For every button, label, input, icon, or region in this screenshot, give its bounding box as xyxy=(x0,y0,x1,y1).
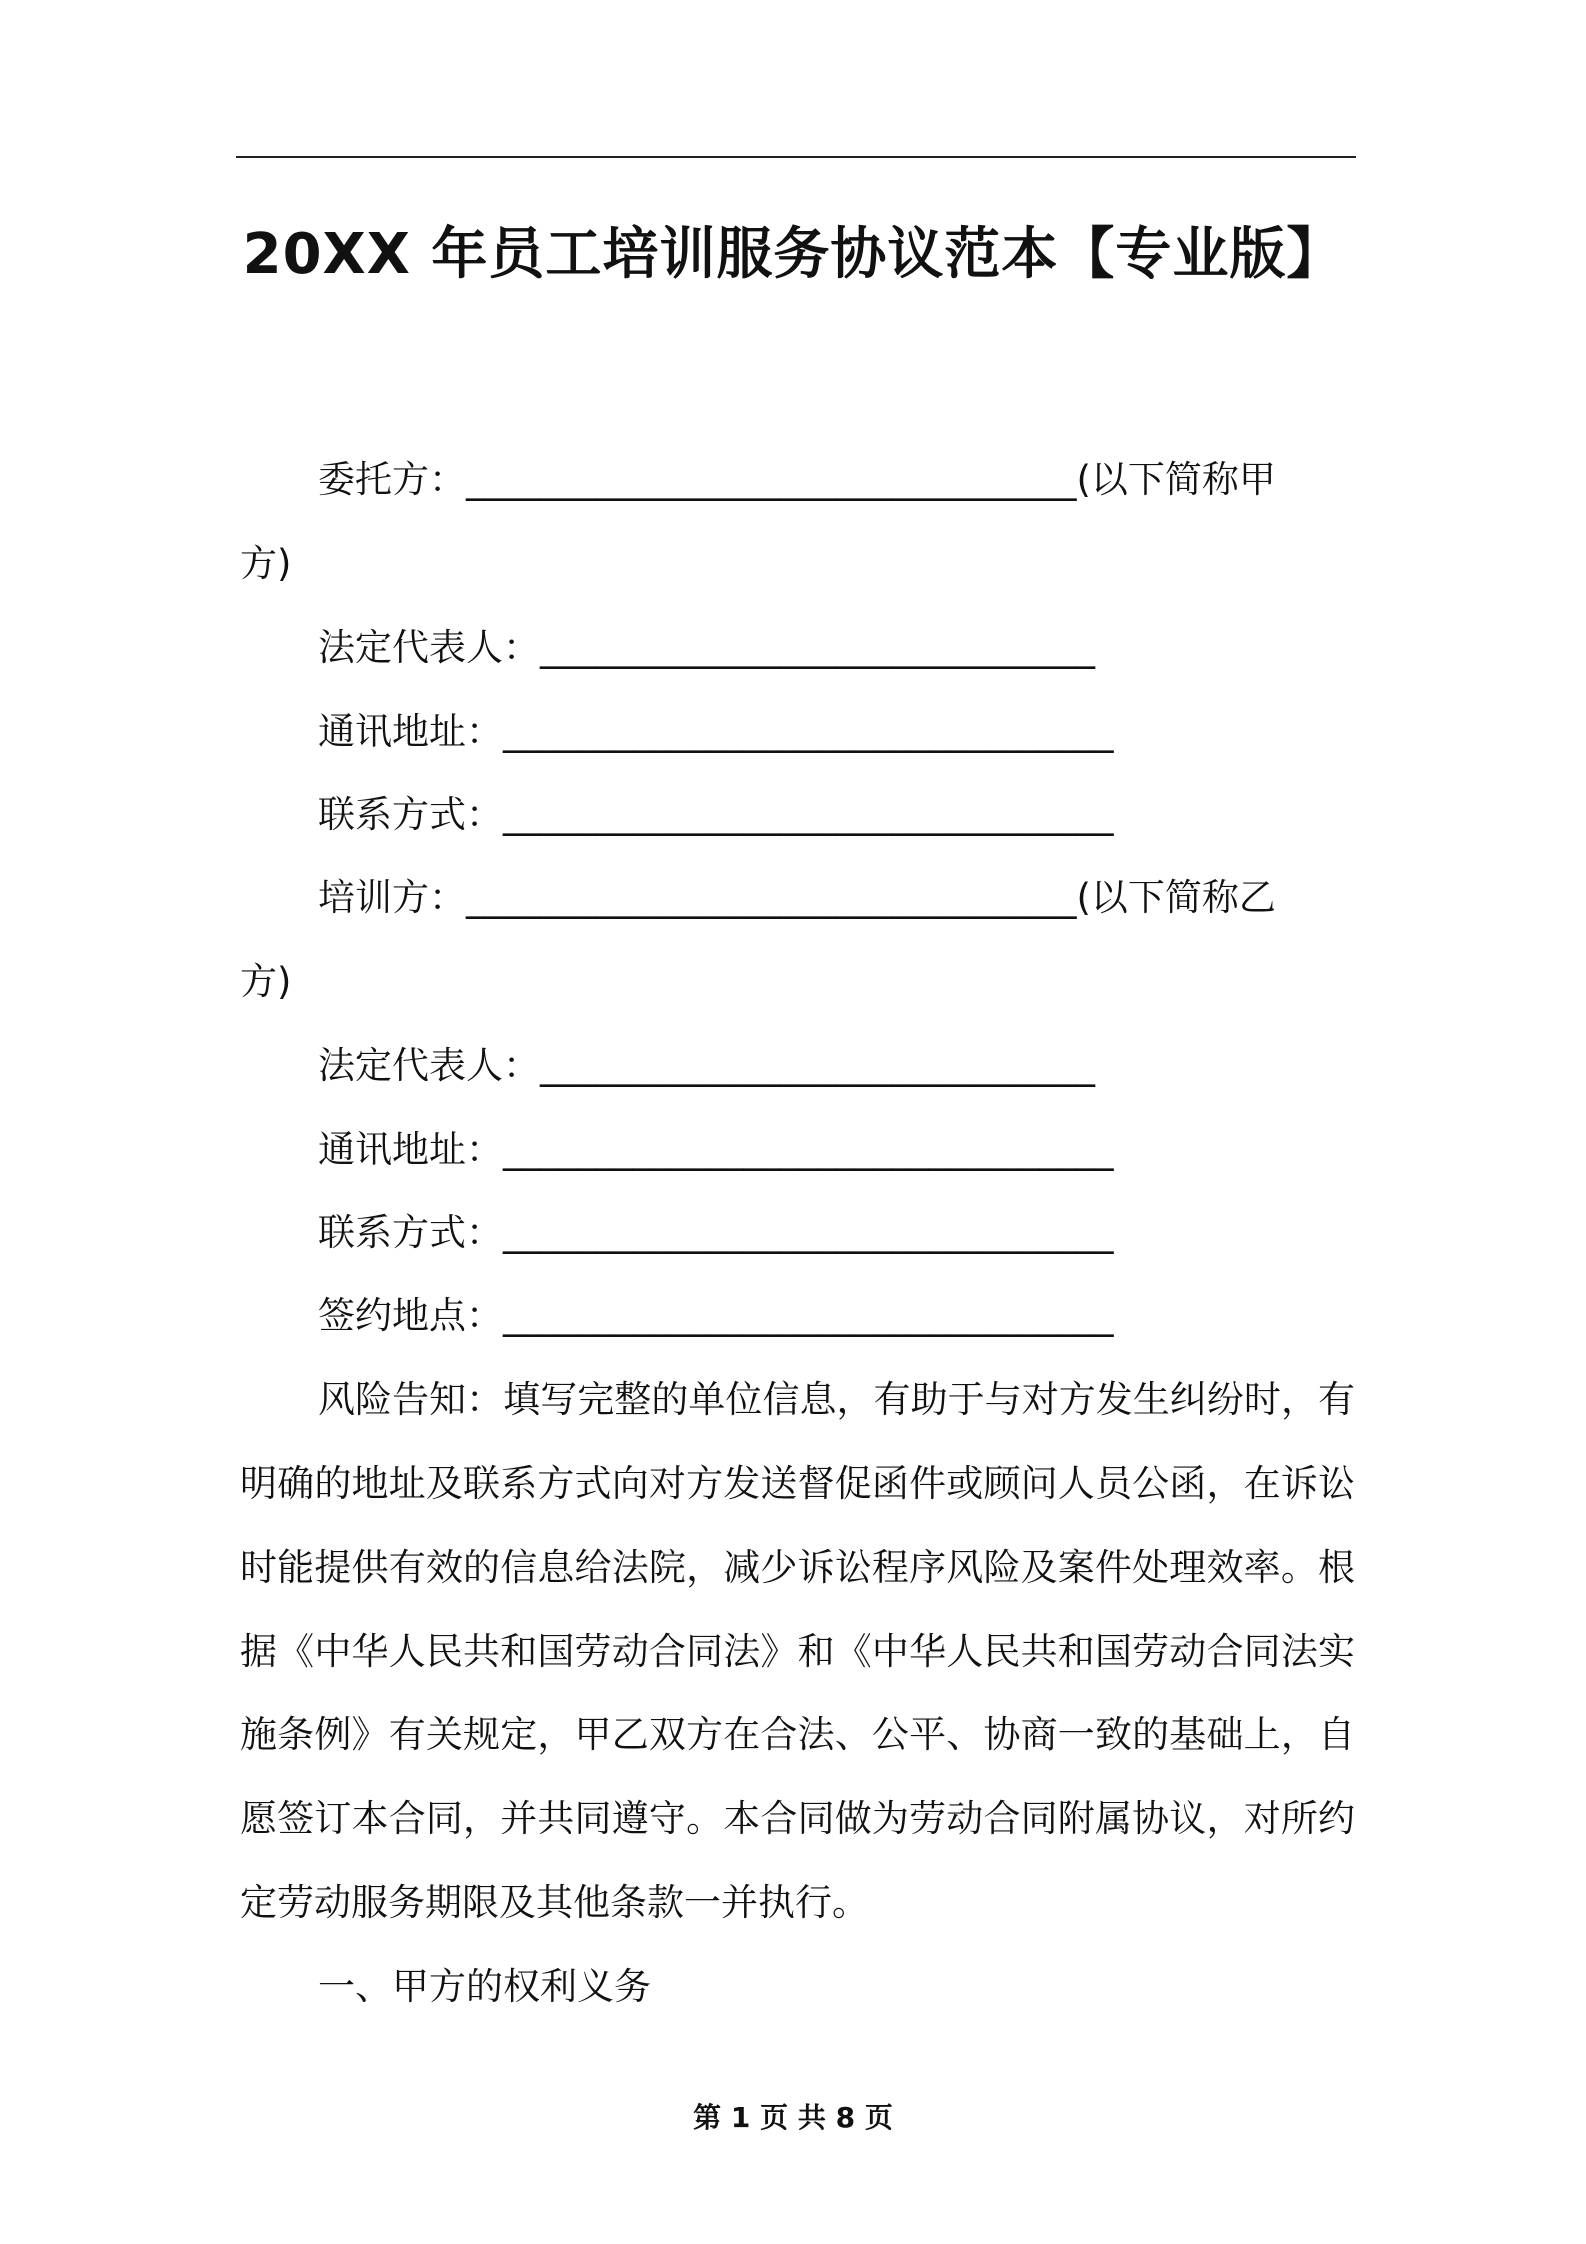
risk-notice-line: 风险告知：填写完整的单位信息，有助于与对方发生纠纷时，有 xyxy=(318,1378,1355,1421)
party-b-contact-field: 联系方式：_________________________________ xyxy=(318,1211,1114,1254)
party-a-address-field: 通讯地址：_________________________________ xyxy=(318,710,1114,753)
party-b-address-field: 通讯地址：_________________________________ xyxy=(318,1128,1114,1171)
party-a-contact-field: 联系方式：_________________________________ xyxy=(318,793,1114,836)
party-a-line: 委托方：_________________________________(以下简称甲 xyxy=(318,458,1276,501)
party-a-legal-rep-field: 法定代表人：______________________________ xyxy=(318,626,1095,669)
risk-notice-line: 定劳动服务期限及其他条款一并执行。 xyxy=(240,1881,869,1924)
risk-notice-line: 据《中华人民共和国劳动合同法》和《中华人民共和国劳动合同法实 xyxy=(240,1630,1355,1673)
header-rule xyxy=(236,156,1356,158)
section-heading: 一、甲方的权利义务 xyxy=(318,1965,651,2008)
party-b-line: 培训方：_________________________________(以下简称乙 xyxy=(318,876,1276,919)
document-title: 20XX 年员工培训服务协议范本【专业版】 xyxy=(242,222,1344,287)
risk-notice-line: 愿签订本合同，并共同遵守。本合同做为劳动合同附属协议，对所约 xyxy=(240,1797,1355,1840)
risk-notice-line: 时能提供有效的信息给法院，减少诉讼程序风险及案件处理效率。根 xyxy=(240,1546,1355,1589)
risk-notice-line: 明确的地址及联系方式向对方发送督促函件或顾问人员公函，在诉讼 xyxy=(240,1462,1355,1505)
party-b-legal-rep-field: 法定代表人：______________________________ xyxy=(318,1044,1095,1087)
party-b-continuation: 方) xyxy=(240,960,292,1003)
party-a-continuation: 方) xyxy=(240,542,292,585)
risk-notice-line: 施条例》有关规定，甲乙双方在合法、公平、协商一致的基础上，自 xyxy=(240,1713,1355,1756)
page-number: 第 1 页 共 8 页 xyxy=(693,2101,893,2134)
sign-place-field: 签约地点：_________________________________ xyxy=(318,1294,1114,1337)
